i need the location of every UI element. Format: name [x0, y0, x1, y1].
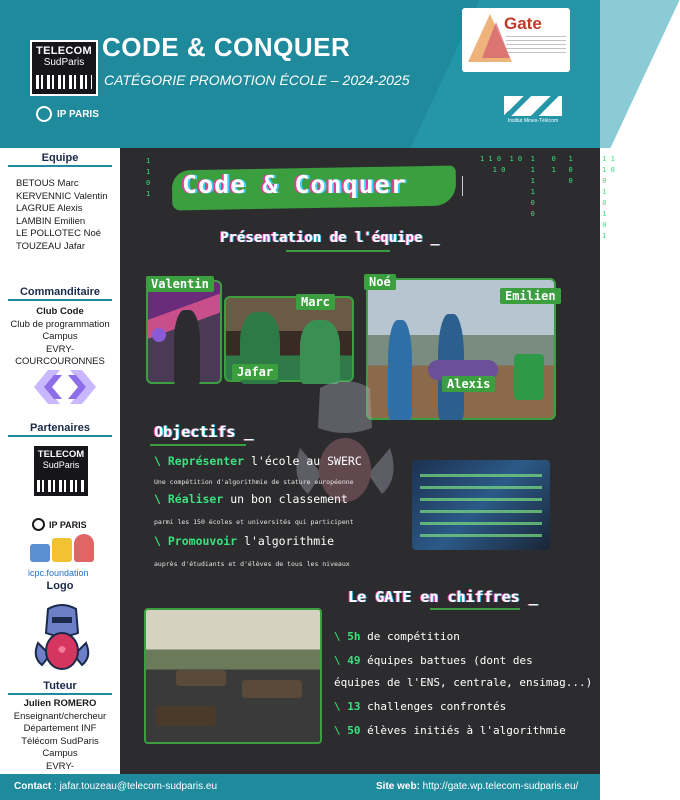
partners-section-title: Partenaires [8, 422, 112, 437]
footer-contact [14, 781, 217, 792]
sidebar [0, 148, 120, 774]
knight-mascot-logo [28, 603, 96, 675]
ip-paris-seal-icon [36, 106, 52, 122]
stat-students: \ 50 élèves initiés à l'algorithmie [334, 724, 566, 737]
photo-person [174, 310, 200, 386]
photo-scoreboard-screen [412, 460, 550, 550]
name-tag-noe: Noé [364, 274, 396, 290]
gate-logo [462, 8, 570, 72]
stat-duration: \ 5h de compétition [334, 630, 460, 643]
team-member: BETOUS Marc [16, 178, 79, 189]
objective-2: \ Réaliser un bon classement [154, 492, 348, 506]
name-tag-valentin: Valentin [146, 276, 214, 292]
team-section-title: Equipe [8, 152, 112, 167]
gate-stats-underline [430, 608, 520, 610]
imt-logo-mark [504, 96, 562, 116]
photo-green-shirt [514, 354, 544, 400]
partner-ip-paris-logo [32, 518, 87, 531]
main-panel [120, 148, 615, 774]
poster-subtitle: CATÉGORIE PROMOTION ÉCOLE – 2024-2025 [104, 72, 410, 88]
poster-header [0, 0, 600, 148]
ip-paris-logo [36, 106, 99, 122]
name-tag-jafar: Jafar [232, 364, 278, 380]
team-heading: Présentation de l'équipe _ [220, 230, 440, 246]
team-member: KERVENNIC Valentin [16, 190, 108, 202]
logo-barcode-mark [36, 75, 92, 89]
screen-row [420, 474, 542, 477]
name-tag-marc: Marc [296, 294, 335, 310]
stat-challenges: \ 13 challenges confrontés [334, 700, 507, 713]
objectives-heading: Objectifs _ [154, 423, 254, 441]
photo-balloon [152, 328, 166, 342]
icpc-block-blue [30, 544, 50, 562]
site-link[interactable]: http://gate.wp.telecom-sudparis.eu/ [419, 781, 579, 792]
tutor-section-title: Tuteur [8, 680, 112, 695]
photo-classroom [144, 608, 322, 744]
tutor-line: EVRY- [46, 760, 74, 772]
gate-logo-text: Gate [504, 14, 542, 33]
contact-label: Contact [14, 781, 52, 792]
team-member: TOUZEAU Jafar [16, 240, 85, 252]
sponsor-section-title: Commanditaire [8, 286, 112, 301]
logo-section-title: Logo [46, 580, 74, 592]
stat-teams-beaten-detail: équipes de l'ENS, centrale, ensimag...) [334, 676, 593, 689]
icpc-block-red [74, 534, 94, 562]
team-member: LAGRUE Alexis [16, 203, 83, 214]
brand-title-banner [172, 164, 462, 214]
sponsor-info [4, 306, 116, 369]
binary-decor-left: 1 1 0 1 [146, 157, 151, 198]
screen-row [420, 498, 542, 501]
partner-telecom-sudparis-logo: TELECOM SudParis [32, 444, 90, 498]
partner-logo-barcode-mark [37, 480, 85, 492]
photo-desk [156, 706, 216, 726]
binary-decor-right: 1 1 0 1 0 1 0 1 1 1 1 0 1 1 0 1 0 1 0 0 1 1 0 0 0 1 0 1 [480, 155, 615, 240]
name-tag-emilien: Emilien [500, 288, 561, 304]
imt-logo [504, 96, 562, 124]
screen-row [420, 486, 542, 489]
name-tag-alexis: Alexis [442, 376, 495, 392]
objective-3-detail: auprès d'étudiants et d'élèves de tous les niveaux [154, 560, 350, 568]
screen-row [420, 522, 542, 525]
photo-desk [176, 670, 226, 686]
heading-underline [286, 250, 390, 252]
tutor-name: Julien ROMERO [23, 698, 97, 709]
footer-website [376, 781, 578, 792]
tutor-line: Télécom SudParis [21, 735, 99, 747]
ip-paris-label: IP PARIS [57, 108, 99, 120]
objective-2-detail: parmi les 150 écoles et universités qui participent [154, 518, 354, 526]
tutor-line: Enseignant/chercheur [13, 710, 107, 722]
photo-desk [242, 680, 302, 698]
club-code-logo [30, 366, 100, 408]
contact-email[interactable]: : jafar.touzeau@telecom-sudparis.eu [51, 781, 218, 792]
objective-3: \ Promouvoir l'algorithmie [154, 534, 335, 548]
poster-title: CODE & CONQUER [102, 32, 351, 62]
photo-person [300, 320, 340, 384]
tutor-info [2, 698, 118, 786]
sponsor-line: EVRY-COURCOURONNES [15, 343, 105, 367]
sponsor-line: Campus [42, 331, 78, 342]
photo-valentin [146, 280, 222, 384]
sponsor-line: Club de programmation [10, 318, 110, 330]
brand-title: Code & Conquer [182, 170, 407, 199]
gate-stats-heading: Le GATE en chiffres _ [348, 588, 538, 606]
icpc-label: icpc.foundation [28, 568, 89, 578]
partner-ip-paris-label: IP PARIS [49, 519, 87, 530]
stat-teams-beaten: \ 49 équipes battues (dont des [334, 654, 533, 667]
site-label: Site web: [376, 781, 420, 792]
gate-logo-subtext [506, 36, 566, 56]
sponsor-name: Club Code [36, 306, 84, 317]
tutor-line: Campus [42, 748, 78, 759]
poster-footer [0, 774, 600, 800]
objective-1: \ Représenter l'école au SWERC [154, 454, 362, 468]
cursor-bar [462, 176, 463, 196]
icpc-logo [30, 534, 94, 568]
icpc-block-yellow [52, 538, 72, 562]
ip-paris-seal-icon [32, 518, 45, 531]
telecom-sudparis-logo: TELECOM SudParis [30, 40, 98, 96]
imt-caption: Institut Mines-Télécom [507, 118, 559, 124]
objectives-underline [150, 444, 246, 446]
team-member: LE POLLOTEC Noé [16, 228, 102, 239]
tutor-line: Département INF [23, 723, 97, 734]
screen-row [420, 534, 542, 537]
objective-1-detail: Une compétition d'algorithmie de stature européenne [154, 478, 354, 486]
screen-row [420, 510, 542, 513]
team-member: LAMBIN Emilien [16, 215, 86, 227]
team-list [16, 178, 108, 253]
